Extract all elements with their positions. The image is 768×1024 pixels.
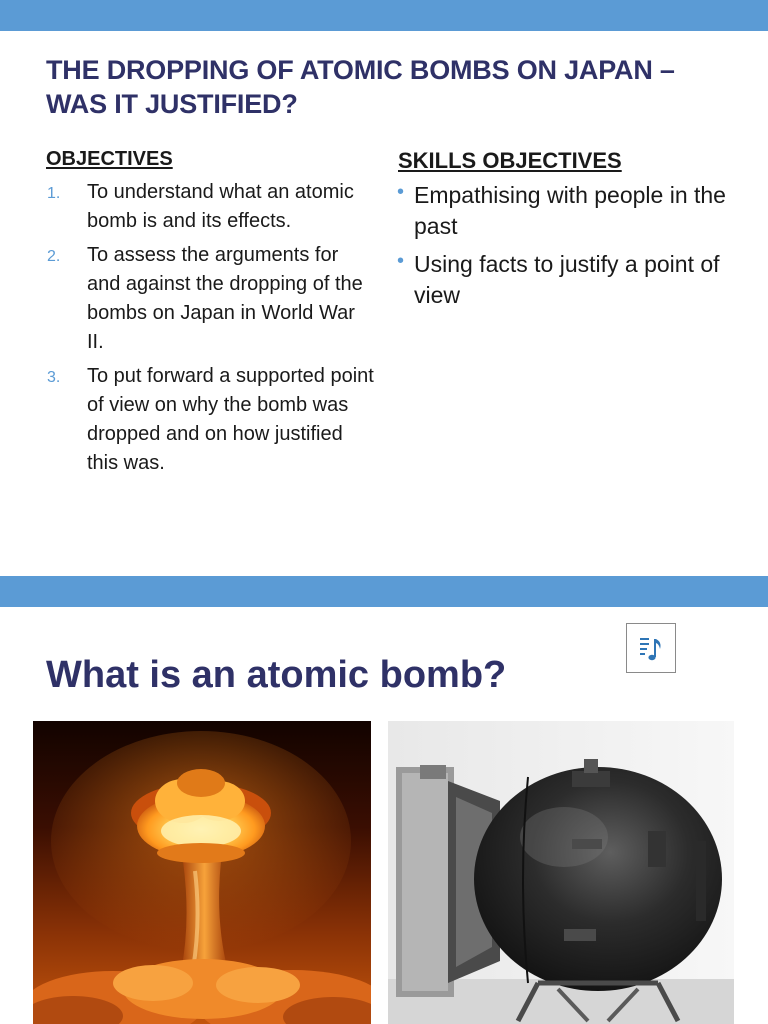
objective-item-3 bbox=[46, 362, 376, 478]
objective-item-1 bbox=[46, 178, 376, 236]
slide-2 bbox=[0, 576, 768, 1024]
objective-text: To put forward a supported point of view on why the bomb was dropped and on how justified this was. bbox=[87, 365, 374, 474]
mushroom-cloud-photo bbox=[33, 721, 371, 1024]
objectives-heading: OBJECTIVES bbox=[46, 148, 173, 170]
skill-item-1 bbox=[396, 180, 746, 242]
skills-objectives-heading: SKILLS OBJECTIVES bbox=[398, 148, 622, 173]
slide-1-title: THE DROPPING OF ATOMIC BOMBS ON JAPAN – WAS IT JUSTIFIED? bbox=[46, 55, 675, 119]
skill-text: Empathising with people in the past bbox=[414, 182, 726, 239]
slide-2-accent-bar bbox=[0, 576, 768, 607]
list-number: 2. bbox=[47, 248, 61, 265]
skill-item-2 bbox=[396, 249, 746, 311]
objective-text: To assess the arguments for and against the dropping of the bombs on Japan in World War II. bbox=[87, 244, 363, 353]
objective-text: To understand what an atomic bomb is and its effects. bbox=[87, 181, 354, 232]
slide-1-accent-bar bbox=[0, 0, 768, 31]
list-number: 3. bbox=[47, 369, 61, 386]
bullet-marker: • bbox=[397, 250, 405, 272]
atomic-bomb-image bbox=[388, 721, 734, 1024]
mushroom-cloud-image bbox=[33, 721, 371, 1024]
audio-note-icon bbox=[627, 624, 675, 672]
bullet-marker: • bbox=[397, 181, 405, 203]
skills-list bbox=[396, 180, 746, 318]
list-number: 1. bbox=[47, 185, 61, 202]
objectives-list bbox=[46, 178, 376, 483]
skill-text: Using facts to justify a point of view bbox=[414, 251, 720, 308]
objective-item-2 bbox=[46, 241, 376, 357]
audio-button[interactable] bbox=[626, 623, 676, 673]
slide-2-title: What is an atomic bomb? bbox=[46, 654, 507, 696]
atomic-bomb-casing-photo bbox=[388, 721, 734, 1024]
